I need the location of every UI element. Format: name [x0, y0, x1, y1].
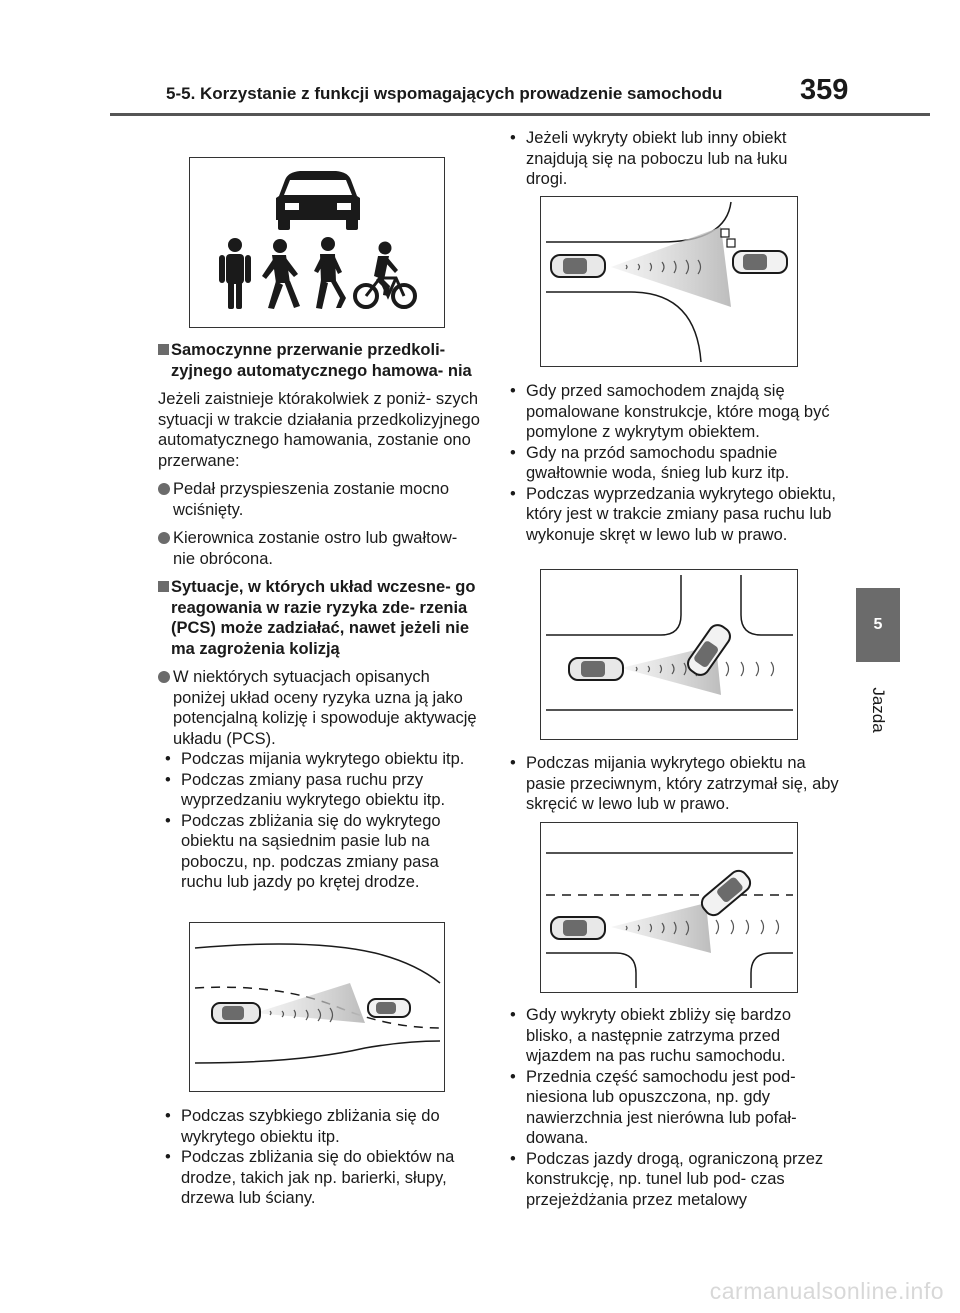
list-item: [158, 667, 480, 749]
bullet-text: Gdy wykryty obiekt zbliży się bardzo blisko, a następnie zatrzyma przed wjazdem na pas ruchu samochodu.: [526, 1006, 792, 1065]
right-column-top: [503, 128, 833, 190]
bullet-item: [158, 811, 480, 893]
bullet-glyph: •: [510, 1067, 516, 1086]
figure-overtaking-turning: [540, 569, 798, 740]
section-square-icon: [158, 581, 169, 592]
bullet-item: [503, 484, 839, 546]
bullet-glyph: •: [510, 1149, 516, 1168]
bullet-item: [158, 770, 480, 811]
bullet-item: [503, 443, 839, 484]
bullet-item: [158, 1106, 480, 1147]
bullet-text: Podczas jazdy drogą, ograniczoną przez konstrukcję, np. tunel lub pod- czas przejeżdżania przez metalowy: [526, 1149, 824, 1209]
detected-car-icon: [733, 251, 787, 273]
bullet-glyph: •: [165, 1107, 171, 1125]
bullet-text: Podczas zmiany pasa ruchu przy wyprzedzaniu wykrytego obiektu itp.: [181, 770, 446, 809]
bullet-text: Podczas zbliżania się do wykrytego obiektu na sąsiednim pasie lub na poboczu, np. podczas zmiany pasa ruchu lub jazdy po krętej drodze.: [181, 811, 441, 891]
oncoming-turning-illustration: [541, 823, 796, 991]
bullet-text: Gdy przed samochodem znajdą się pomalowane konstrukcje, które mogą być pomylone z wykrytym obiektem.: [526, 382, 830, 441]
section-square-icon: [158, 344, 169, 355]
detected-car-icon: [685, 622, 734, 679]
list-item: [158, 479, 480, 520]
left-column: [158, 340, 480, 893]
bullet-item: [503, 381, 839, 443]
bullet-text: Podczas szybkiego zbliżania się do wykrytego obiektu itp.: [181, 1107, 440, 1146]
chapter-tab: 5: [856, 588, 900, 662]
bullet-item: [503, 128, 833, 190]
figure-curved-road: [189, 922, 445, 1092]
roadside-curve-illustration: [541, 197, 796, 365]
chapter-tab-label: [858, 680, 898, 740]
bullet-glyph: •: [510, 484, 516, 503]
header-rule: [110, 113, 930, 116]
figure-oncoming-turning: [540, 822, 798, 993]
detected-objects-illustration: [190, 158, 443, 326]
bullet-glyph: •: [510, 129, 516, 147]
bullet-text: Jeżeli wykryty obiekt lub inny obiekt znajdują się na poboczu lub na łuku drogi.: [526, 129, 788, 188]
bullet-text: Podczas zbliżania się do obiektów na drodze, takich jak np. barierki, słupy, drzewa lub ściany.: [181, 1148, 455, 1207]
ego-car-icon: [551, 255, 605, 277]
bullet-item: [503, 753, 839, 815]
bullet-glyph: •: [510, 754, 516, 772]
bullet-text: Przednia część samochodu jest pod- niesiona lub opuszczona, np. gdy nawierzchnia jest nierówna lub pofał- dowana.: [526, 1067, 797, 1147]
bullet-item: [158, 749, 480, 770]
bullet-glyph: •: [165, 770, 171, 789]
circle-bullet-icon: [158, 483, 170, 495]
detected-car-icon: [368, 999, 410, 1017]
curved-road-illustration: [190, 923, 443, 1090]
section-heading-auto-brake-cancel: [158, 340, 480, 381]
list-item-text: Pedał przyspieszenia zostanie mocno wciśnięty.: [173, 480, 450, 519]
bullet-item: [158, 1147, 480, 1209]
overtaking-turning-illustration: [541, 570, 796, 738]
figure-detected-objects: [189, 157, 445, 328]
running-header-title: 5-5. Korzystanie z funkcji wspomagających prowadzenie samochodu: [166, 84, 723, 103]
bullet-glyph: •: [510, 1006, 516, 1024]
left-column-bottom: [158, 1106, 480, 1209]
list-item-text: W niektórych sytuacjach opisanych poniżej układ oceny ryzyka uzna ją jako potencjalną kolizję i spowoduje aktywację układu (PCS).: [173, 668, 477, 748]
list-item: [158, 528, 480, 569]
section-heading-pcs-situations: [158, 577, 480, 659]
bullet-glyph: •: [510, 443, 516, 462]
bullet-item: [503, 1067, 839, 1149]
oncoming-car-icon: [698, 867, 754, 919]
bullet-glyph: •: [510, 382, 516, 400]
paragraph-intro: Jeżeli zaistnieje którakolwiek z poniż- szych sytuacji w trakcie działania przedkolizyjnego automatycznego hamowania, zostanie ono przerwane:: [158, 390, 480, 470]
bullet-text: Podczas wyprzedzania wykrytego obiektu, który jest w trakcie zmiany pasa ruchu lub wykonuje skręt w lewo lub w prawo.: [526, 484, 836, 544]
bullet-glyph: •: [165, 750, 171, 768]
right-column-bottom: [503, 1005, 839, 1210]
circle-bullet-icon: [158, 671, 170, 683]
section-heading-text: Samoczynne przerwanie przedkoli- zyjnego automatycznego hamowa- nia: [171, 341, 472, 380]
list-item-text: Kierownica zostanie ostro lub gwałtow- nie obrócona.: [173, 529, 458, 568]
bullet-item: [503, 1005, 839, 1067]
ego-car-icon: [569, 658, 623, 680]
bullet-glyph: •: [165, 1148, 171, 1166]
ego-car-icon: [551, 917, 605, 939]
ego-car-icon: [212, 1003, 260, 1023]
watermark: carmanualsonline.info: [709, 1278, 944, 1304]
chapter-tab-label-text: Jazda: [869, 687, 888, 733]
bullet-text: Podczas mijania wykrytego obiektu itp.: [181, 750, 465, 768]
circle-bullet-icon: [158, 532, 170, 544]
section-heading-text: Sytuacje, w których układ wczesne- go reagowania w razie ryzyka zde- rzenia (PCS) może zadziałać, nawet jeżeli nie ma zagrożenia kolizją: [171, 578, 476, 658]
page-number: 359: [800, 74, 849, 106]
right-column-middle: [503, 381, 839, 545]
right-column-lower: [503, 753, 839, 815]
bullet-item: [503, 1149, 839, 1211]
bullet-text: Podczas mijania wykrytego obiektu na pasie przeciwnym, który zatrzymał się, aby skręcić w lewo lub w prawo.: [526, 754, 839, 813]
bullet-glyph: •: [165, 811, 171, 830]
bullet-text: Gdy na przód samochodu spadnie gwałtownie woda, śnieg lub kurz itp.: [526, 443, 790, 482]
figure-roadside-curve: [540, 196, 798, 367]
